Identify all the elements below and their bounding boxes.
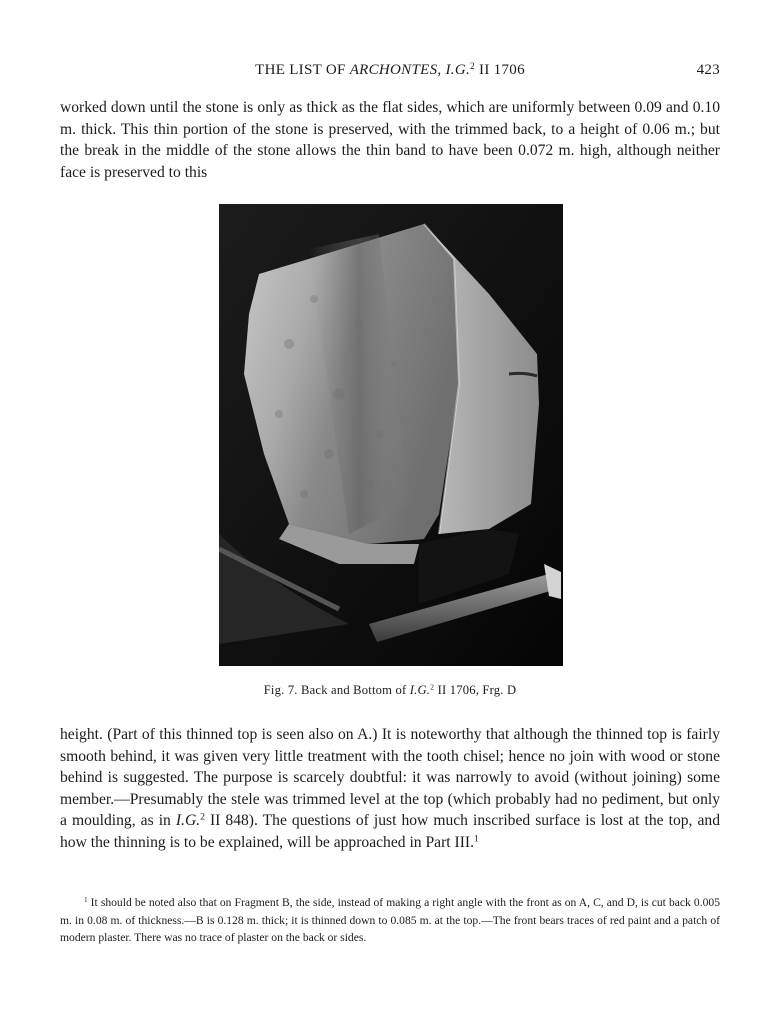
- running-head: [60, 62, 720, 84]
- figure-photograph: [219, 204, 563, 666]
- body-paragraph-bottom: height. (Part of this thinned top is seen also on A.) It is noteworthy that although the thinned top is fairly smooth behind, it was given very little treatment with the tooth chisel; hence no join with wood or stone behind is suggested. The purpose is scarcely doubtful: it was narrowly to avoid (without joining) some member.—Presumably the stele was trimmed level at the top (which probably had no pediment, but only a moulding, as in I.G.$^2$ II 848). The questions of just how much inscribed surface is lost at the top, and how the thinning is to be explained, will be approached in Part III.$^1$: [60, 726, 720, 851]
- body-paragraph-top: worked down until the stone is only as thick as the flat sides, which are uniformly between 0.09 and 0.10 m. thick. This thin portion of the stone is preserved, with the trimmed back, to a height of 0.06 m.; but the break in the middle of the stone allows the thin band to have been 0.072 m. high, although neither face is preserved to this: [60, 99, 720, 181]
- footnote-reference: 1: [474, 833, 479, 845]
- stone-fragment-photo: [219, 204, 563, 666]
- figure-caption: Fig. 7. Back and Bottom of I.G.$^2$ II 1706, Frg. D: [263, 682, 517, 697]
- footnote: $^1$ It should be noted also that on Fragment B, the side, instead of making a right angle with the front as on A, C, and D, is cut back 0.005 m. in 0.08 m. of thickness.—B is 0.128 m. thick; it is thinned down to 0.085 m. at the top.—The front bears traces of red paint and a patch of modern plaster. There was no trace of plaster on the back or sides.: [60, 896, 720, 945]
- running-title: THE LIST OF ARCHONTES, I.G.$^2$ II 1706: [255, 61, 525, 78]
- page-number: 423: [696, 62, 720, 78]
- footnote-marker: 1: [84, 896, 88, 905]
